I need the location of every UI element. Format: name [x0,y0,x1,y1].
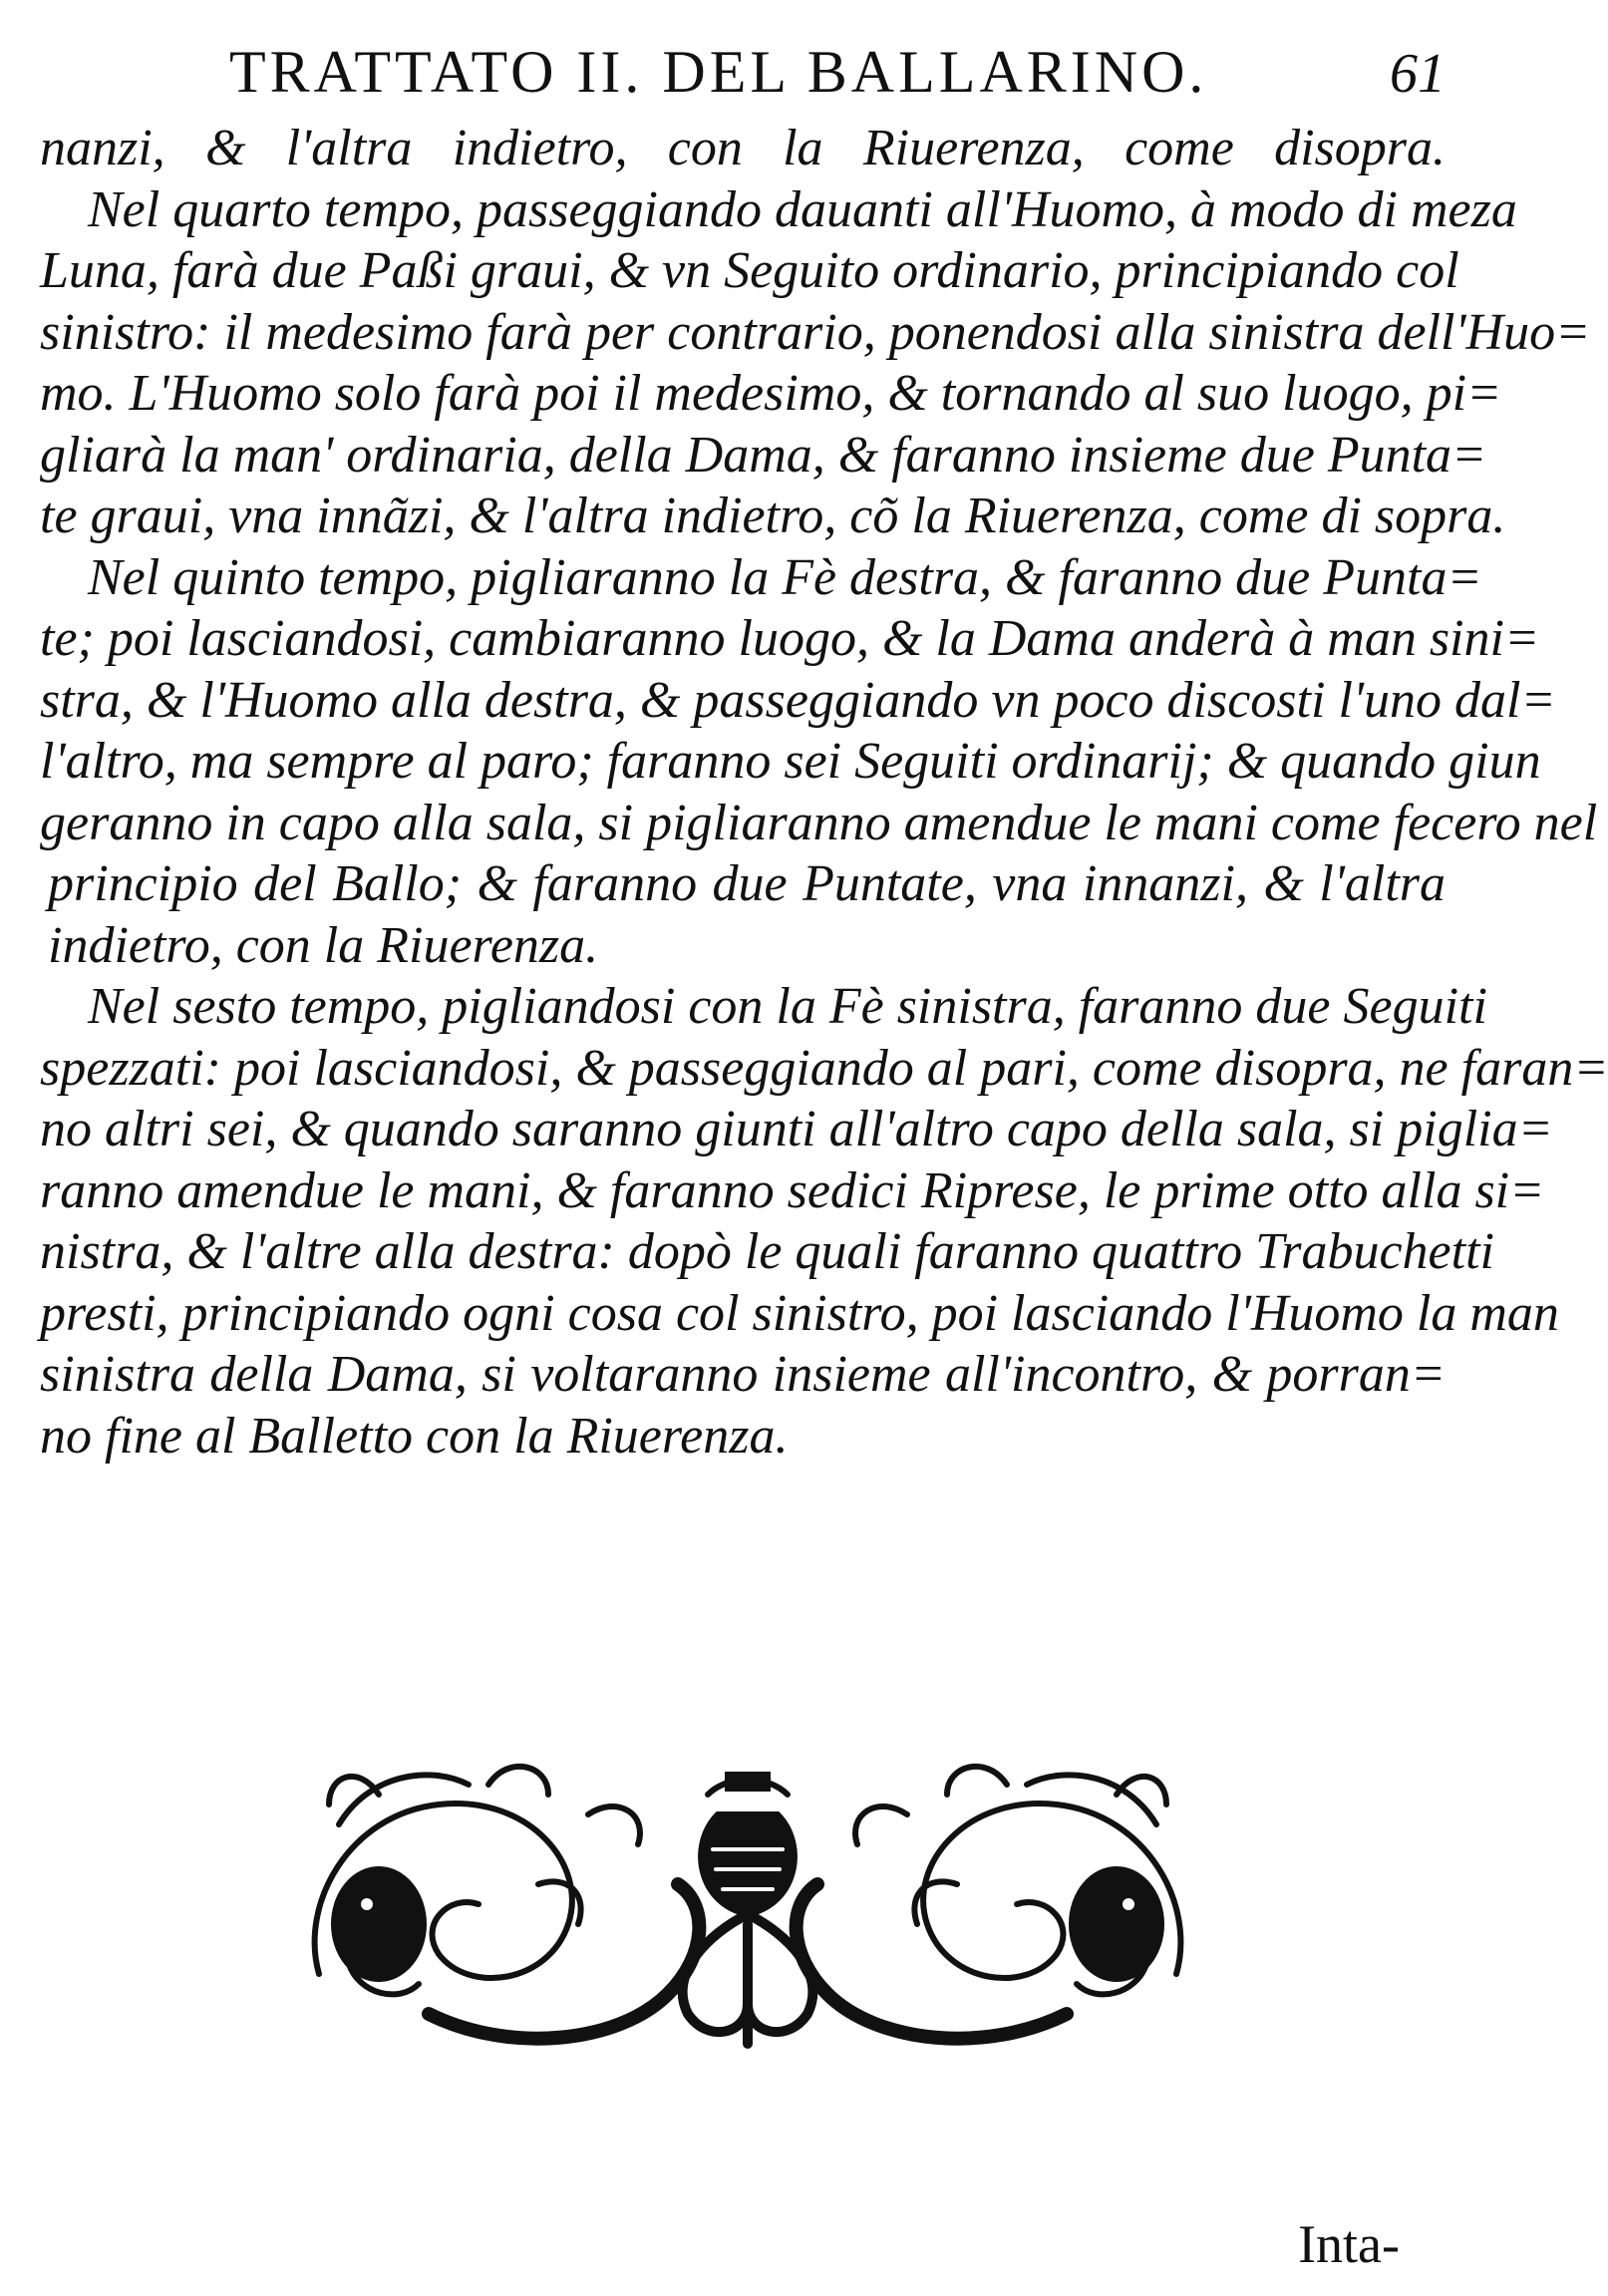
body-text [40,118,1608,1467]
text-line: indietro, con la Riuerenza. [48,916,599,974]
text-line: mo. L'Huomo solo farà poi il medesimo, & tornando al suo luogo, pi= [40,365,1502,422]
text-line: nanzi, & l'altra indietro, con la Riuerenza, come disopra. [40,120,1446,176]
text-line: Nel sesto tempo, pigliandosi con la Fè sinistra, faranno due Seguiti [88,978,1487,1035]
running-title: TRATTATO II. DEL BALLARINO. [229,39,1208,105]
text-line: no fine al Balletto con la Riuerenza. [40,1407,789,1465]
text-line: gliarà la man' ordinaria, della Dama, & faranno insieme due Punta= [40,426,1487,484]
text-line: principio del Ballo; & faranno due Puntate, vna innanzi, & l'altra [48,855,1446,912]
text-line: geranno in capo alla sala, si pigliaranno amendue le mani come fecero nel [40,794,1598,851]
text-line: spezzati: poi lasciandosi, & passeggiando al pari, come disopra, ne faran= [40,1039,1608,1097]
text-line: presti, principiando ogni cosa col sinistro, poi lasciando l'Huomo la man [40,1284,1559,1342]
text-line: ranno amendue le mani, & faranno sedici Riprese, le prime otto alla si= [40,1161,1545,1219]
page-number: 61 [1390,43,1446,105]
catchword: Inta- [1298,2214,1400,2274]
text-line: nistra, & l'altre alla destra: dopò le quali faranno quattro Trabuchetti [40,1223,1494,1280]
text-line: l'altro, ma sempre al paro; faranno sei Seguiti ordinarij; & quando giun [40,733,1541,790]
tailpiece-ornament-icon [289,1755,1206,2054]
text-line: stra, & l'Huomo alla destra, & passeggiando vn poco discosti l'uno dal= [40,671,1556,729]
text-line: te graui, vna innãzi, & l'altra indietro, cõ la Riuerenza, come di sopra. [40,488,1506,544]
text-line: Nel quinto tempo, pigliaranno la Fè destra, & faranno due Punta= [88,548,1482,606]
text-line: no altri sei, & quando saranno giunti all'altro capo della sala, si piglia= [40,1101,1553,1157]
text-line: sinistro: il medesimo farà per contrario, ponendosi alla sinistra dell'Huo= [40,303,1591,361]
text-line: Luna, farà due Paßi graui, & vn Seguito ordinario, principiando col [40,242,1459,299]
text-line: sinistra della Dama, si voltaranno insieme all'incontro, & porran= [40,1346,1446,1403]
text-line: te; poi lasciandosi, cambiaranno luogo, & la Dama anderà à man sini= [40,610,1540,667]
text-line: Nel quarto tempo, passeggiando dauanti all'Huomo, à modo di meza [88,180,1517,238]
running-head [229,38,1446,118]
